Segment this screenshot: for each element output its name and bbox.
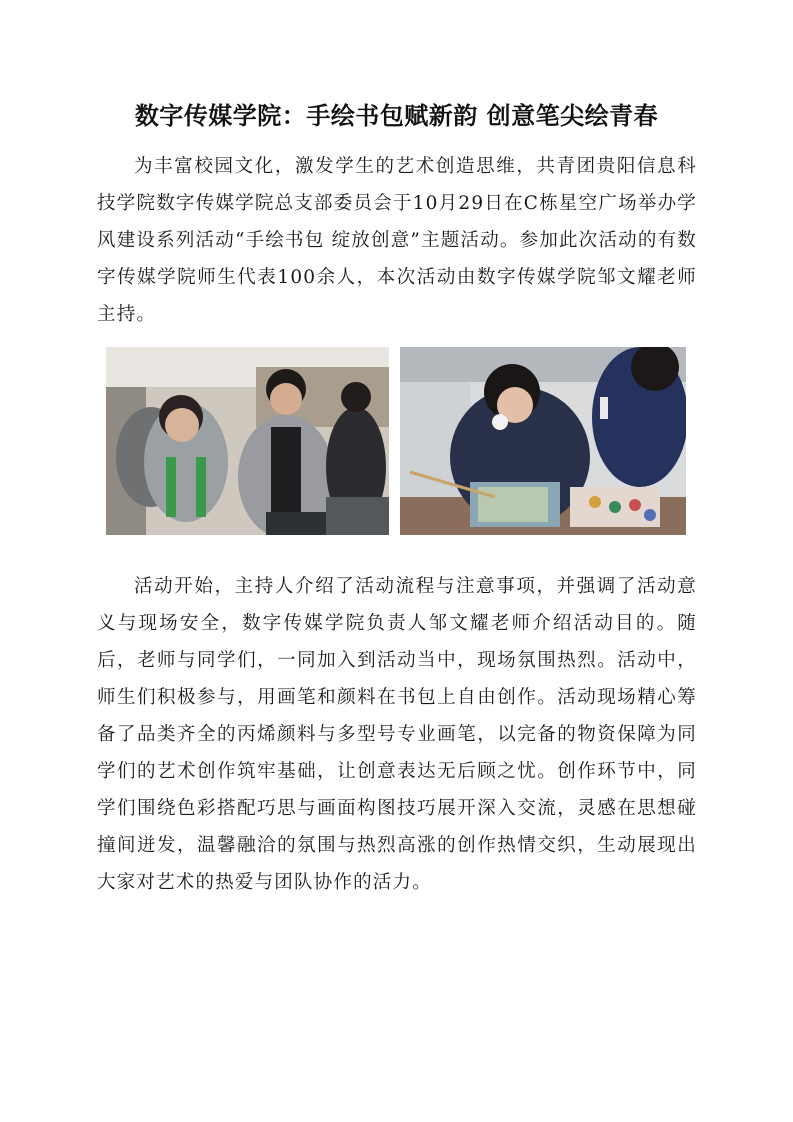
intro-paragraph: 为丰富校园文化，激发学生的艺术创造思维，共青团贵阳信息科技学院数字传媒学院总支部委员会于10月29日在C栋星空广场举办学风建设系列活动“手绘书包 绽放创意”主题活动。参加此次活动的有数字传媒学院师生代表100余人，本次活动由数字传媒学院邹文耀老师主持。 [97, 156, 697, 325]
page-title: 数字传媒学院：手绘书包赋新韵 创意笔尖绘青春 [134, 101, 659, 130]
photo-students-painting-icon [106, 347, 389, 535]
activity-paragraph: 活动开始，主持人介绍了活动流程与注意事项，并强调了活动意义与现场安全，数字传媒学院负责人邹文耀老师介绍活动目的。随后，老师与同学们，一同加入到活动当中，现场氛围热烈。活动中，师生们积极参与，用画笔和颜料在书包上自由创作。活动现场精心筹备了品类齐全的丙烯颜料与多型号专业画笔，以完备的物资保障为同学们的艺术创作筑牢基础，让创意表达无后顾之忧。创作环节中，同学们围绕色彩搭配巧思与画面构图技巧展开深入交流，灵感在思想碰撞间迸发，温馨融洽的氛围与热烈高涨的创作热情交织，生动展现出大家对艺术的热爱与团队协作的活力。 [97, 576, 697, 893]
photo-student-painting-bag-icon [400, 347, 686, 535]
